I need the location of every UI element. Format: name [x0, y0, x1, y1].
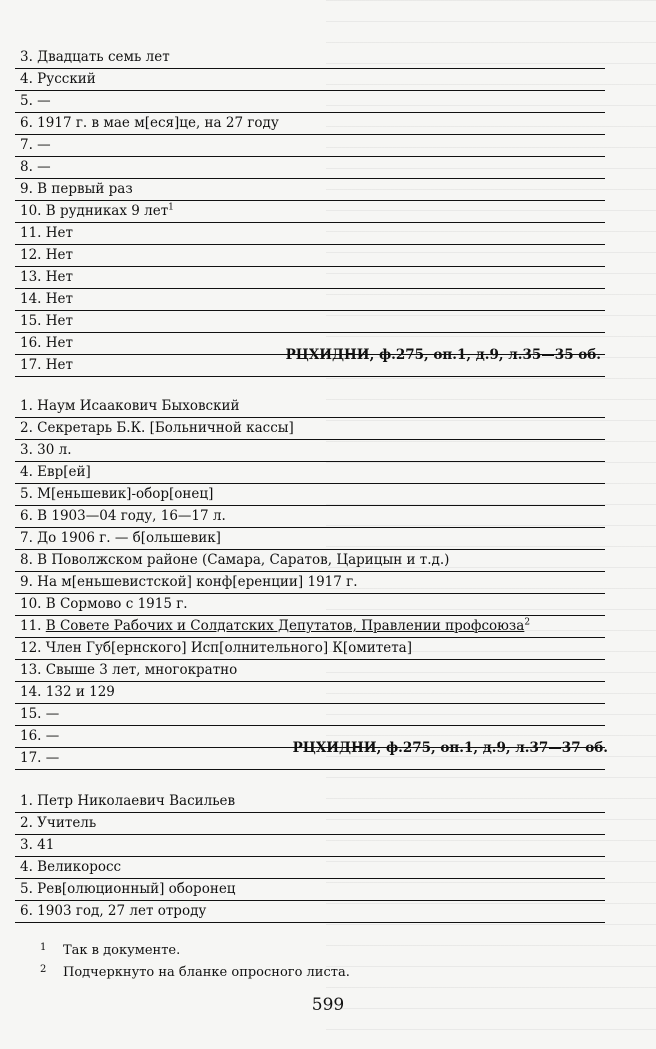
footnote-mark: 1: [168, 202, 174, 213]
archive-source-citation: РЦХИДНИ, ф.275, оп.1, д.9, л.37—37 об.: [292, 740, 608, 756]
answer-row: 14. 132 и 129: [15, 682, 605, 704]
answer-row: 6. 1917 г. в мае м[еся]це, на 27 году: [15, 113, 605, 135]
answer-row: 16. —: [15, 726, 605, 748]
questionnaire-section-1: [15, 47, 605, 377]
answer-row: 1. Наум Исаакович Быховский: [15, 396, 605, 418]
answer-row: 3. Двадцать семь лет: [15, 47, 605, 69]
answer-row: 5. —: [15, 91, 605, 113]
questionnaire-section-3: [15, 791, 605, 923]
answer-row: 17. —: [15, 748, 605, 770]
answer-row: 10. В Сормово с 1915 г.: [15, 594, 605, 616]
answer-row: 4. Великоросс: [15, 857, 605, 879]
answer-row: 11. Нет: [15, 223, 605, 245]
answer-number: 11.: [20, 618, 46, 634]
answer-row: 15. —: [15, 704, 605, 726]
answer-text: 10. В рудниках 9 лет: [20, 203, 169, 219]
answer-row: 8. В Поволжском районе (Самара, Саратов, Царицын и т.д.): [15, 550, 605, 572]
answer-row: 3. 41: [15, 835, 605, 857]
answer-row-with-footnote: [15, 201, 605, 223]
questionnaire-section-2: [15, 396, 605, 770]
footnote-text: Так в документе.: [63, 943, 181, 958]
footnote-1: [40, 940, 350, 962]
answer-row: 13. Нет: [15, 267, 605, 289]
footnote-number: 1: [40, 942, 47, 953]
footnotes: [40, 940, 350, 984]
answer-row: 17. Нет: [15, 355, 605, 377]
answer-row: 6. В 1903—04 году, 16—17 л.: [15, 506, 605, 528]
page-number: 599: [311, 995, 345, 1015]
underlined-answer: В Совете Рабочих и Солдатских Депутатов, Правлении профсоюза: [45, 618, 525, 634]
footnote-2: [40, 962, 350, 984]
archive-source-citation: РЦХИДНИ, ф.275, оп.1, д.9, л.35—35 об.: [285, 347, 601, 363]
answer-row: 4. Евр[ей]: [15, 462, 605, 484]
answer-row: 2. Секретарь Б.К. [Больничной кассы]: [15, 418, 605, 440]
answer-row: 9. На м[еньшевистской] конф[еренции] 1917 г.: [15, 572, 605, 594]
answer-row: 2. Учитель: [15, 813, 605, 835]
footnote-text: Подчеркнуто на бланке опросного листа.: [63, 965, 350, 980]
answer-row: 9. В первый раз: [15, 179, 605, 201]
answer-row: 12. Член Губ[ернского] Исп[олнительного] К[омитета]: [15, 638, 605, 660]
answer-row: 6. 1903 год, 27 лет отроду: [15, 901, 605, 923]
answer-row: 4. Русский: [15, 69, 605, 91]
answer-row: 16. Нет: [15, 333, 605, 355]
answer-row: 5. М[еньшевик]-обор[онец]: [15, 484, 605, 506]
answer-row: 5. Рев[олюционный] оборонец: [15, 879, 605, 901]
answer-row: 7. —: [15, 135, 605, 157]
answer-row: 1. Петр Николаевич Васильев: [15, 791, 605, 813]
footnote-mark: 2: [524, 617, 531, 628]
answer-row: 13. Свыше 3 лет, многократно: [15, 660, 605, 682]
footnote-number: 2: [40, 964, 47, 975]
answer-row: 15. Нет: [15, 311, 605, 333]
answer-row: 8. —: [15, 157, 605, 179]
answer-row: 14. Нет: [15, 289, 605, 311]
answer-row: 12. Нет: [15, 245, 605, 267]
answer-row-with-footnote: [15, 616, 605, 638]
answer-row: 7. До 1906 г. — б[ольшевик]: [15, 528, 605, 550]
answer-row: 3. 30 л.: [15, 440, 605, 462]
